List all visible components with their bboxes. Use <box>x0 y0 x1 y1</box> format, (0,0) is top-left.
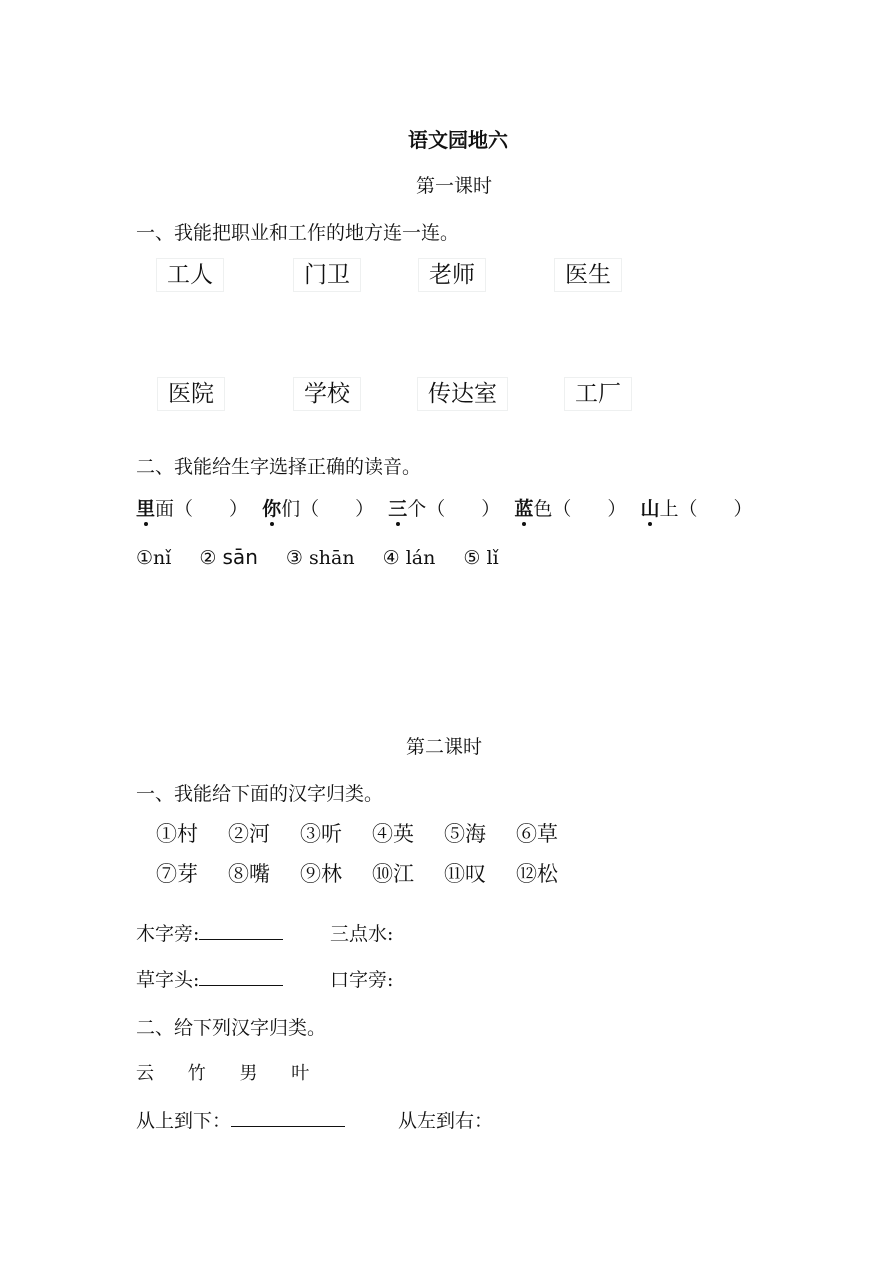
answer-paren-open: （ <box>552 498 572 520</box>
answer-paren-open: （ <box>426 498 446 520</box>
option-number: ③ <box>285 547 303 569</box>
char-item: ⑩江 <box>372 862 414 886</box>
word-rest: 面 <box>155 498 175 520</box>
option-pinyin: lǐ <box>486 547 499 569</box>
structure-left-right: 从左到右： <box>398 1110 494 1132</box>
option-pinyin: shān <box>309 547 355 569</box>
char-item: ③听 <box>300 822 342 846</box>
option-number: ④ <box>382 547 400 569</box>
structure-label: 从上到下： <box>136 1110 232 1132</box>
word-item <box>640 498 752 520</box>
word-item <box>136 498 248 520</box>
category-label: 木字旁: <box>136 923 200 945</box>
dotted-char: 三 <box>388 494 407 521</box>
category-label: 草字头: <box>136 969 200 991</box>
lesson2-heading: 第二课时 <box>406 736 483 758</box>
classify-char: 叶 <box>291 1063 310 1084</box>
answer-blank[interactable] <box>231 1108 345 1127</box>
lesson2-q2-prompt: 二、给下列汉字归类。 <box>136 1017 327 1039</box>
lesson1-q2-prompt: 二、我能给生字选择正确的读音。 <box>136 456 422 478</box>
dotted-char: 你 <box>262 494 281 521</box>
answer-paren-open: （ <box>678 498 698 520</box>
page-title: 语文园地六 <box>408 128 508 152</box>
pinyin-option-3 <box>286 547 355 569</box>
pinyin-option-1 <box>136 547 171 569</box>
place-box-3[interactable]: 传达室 <box>417 377 508 411</box>
pinyin-option-5 <box>463 547 498 569</box>
char-item: ⑫松 <box>516 862 558 886</box>
answer-blank[interactable] <box>199 967 283 986</box>
job-box-4[interactable]: 医生 <box>554 258 622 292</box>
category-cao <box>136 965 283 992</box>
category-kou: 口字旁: <box>330 969 394 991</box>
classify-char: 男 <box>239 1063 258 1084</box>
answer-paren-close: ） <box>229 498 249 520</box>
job-box-3[interactable]: 老师 <box>418 258 486 292</box>
word-rest: 上 <box>659 498 679 520</box>
option-pinyin: lán <box>405 547 436 569</box>
lesson1-heading: 第一课时 <box>416 175 493 197</box>
dotted-char: 山 <box>640 494 659 521</box>
option-pinyin: nǐ <box>153 547 172 569</box>
answer-paren-close: ） <box>607 498 627 520</box>
answer-paren-close: ） <box>355 498 375 520</box>
classify-char: 云 <box>136 1063 154 1084</box>
char-item: ①村 <box>156 822 198 846</box>
pinyin-question-row <box>136 494 753 521</box>
char-item: ②河 <box>228 822 270 846</box>
answer-paren-close: ） <box>733 498 753 520</box>
char-item: ⑦芽 <box>156 862 198 886</box>
pinyin-option-2 <box>199 547 257 569</box>
job-box-1[interactable]: 工人 <box>156 258 224 292</box>
option-pinyin: sān <box>222 545 258 569</box>
word-rest: 色 <box>533 498 553 520</box>
option-number: ① <box>136 547 154 569</box>
char-item: ⑧嘴 <box>228 862 270 886</box>
word-item <box>388 498 500 520</box>
pinyin-options-row <box>136 545 521 569</box>
char-item: ⑨林 <box>300 862 342 886</box>
classify-char: 竹 <box>187 1063 206 1084</box>
answer-paren-open: （ <box>300 498 320 520</box>
dotted-char: 蓝 <box>514 494 533 521</box>
place-box-2[interactable]: 学校 <box>293 377 361 411</box>
classify-chars-row <box>136 1059 337 1085</box>
word-rest: 个 <box>407 498 427 520</box>
answer-paren-close: ） <box>481 498 501 520</box>
char-item: ⑤海 <box>444 822 486 846</box>
answer-blank[interactable] <box>199 921 283 940</box>
char-item: ⑪叹 <box>444 862 486 886</box>
lesson2-q1-prompt: 一、我能给下面的汉字归类。 <box>136 783 384 805</box>
option-number: ⑤ <box>463 547 481 569</box>
word-item <box>514 498 626 520</box>
option-number: ② <box>199 547 217 569</box>
word-rest: 们 <box>281 498 301 520</box>
char-item: ④英 <box>372 822 414 846</box>
pinyin-option-4 <box>383 547 436 569</box>
place-box-4[interactable]: 工厂 <box>564 377 632 411</box>
structure-top-bottom <box>136 1106 345 1133</box>
dotted-char: 里 <box>136 494 155 521</box>
lesson1-q1-prompt: 一、我能把职业和工作的地方连一连。 <box>136 222 460 244</box>
word-item <box>262 498 374 520</box>
job-box-2[interactable]: 门卫 <box>293 258 361 292</box>
char-item: ⑥草 <box>516 822 558 846</box>
category-mu <box>136 919 283 946</box>
answer-paren-open: （ <box>174 498 194 520</box>
place-box-1[interactable]: 医院 <box>157 377 225 411</box>
category-shui: 三点水: <box>330 923 394 945</box>
